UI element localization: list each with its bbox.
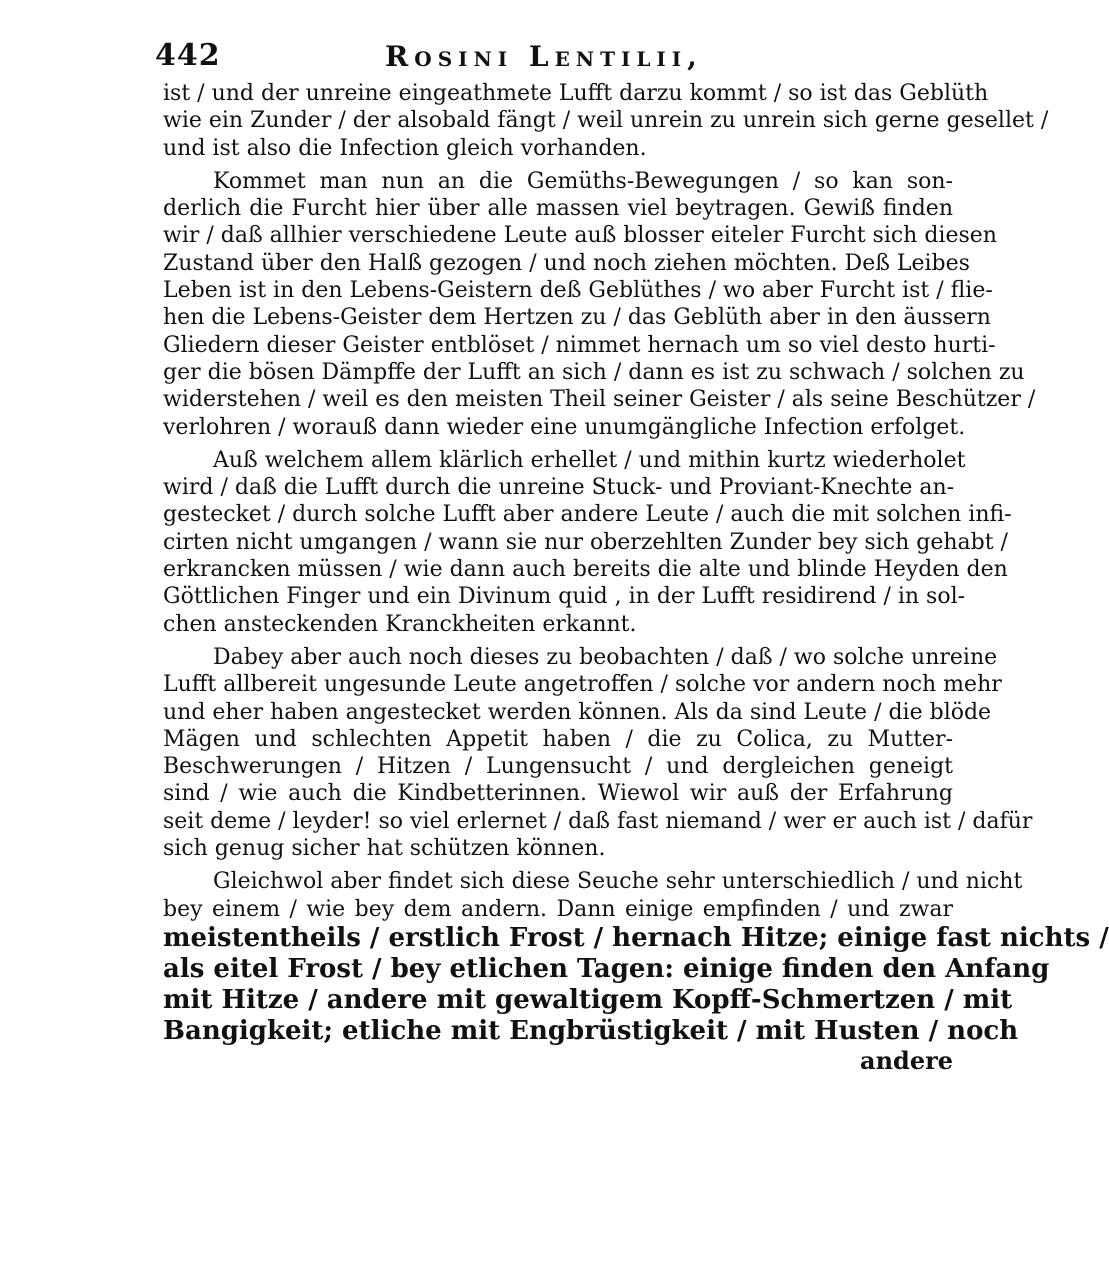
text-line: verlohren / worauß dann wieder eine unumgängliche Infection erfolget. [163,414,966,440]
text-line: Gleichwol aber findet sich diese Seuche sehr unterschiedlich / und nicht [213,869,1023,895]
text-line: chen ansteckenden Kranckheiten erkannt. [163,611,637,637]
text-line: ger die bösen Dämpffe der Lufft an sich / dann es ist zu schwach / solchen zu [163,359,1025,385]
text-line: wir / daß allhier verschiedene Leute auß blosser eiteler Furcht sich diesen [163,223,997,249]
paragraph [163,447,1012,638]
text-line: cirten nicht umgangen / wann sie nur oberzehlten Zunder bey sich gehabt / [163,529,1008,555]
text-line: und eher haben angestecket werden können. Als da sind Leute / die blöde [163,699,992,725]
text-line: sind / wie auch die Kindbetterinnen. Wiewol wir auß der Erfahrung [163,781,953,807]
text-line: derlich die Furcht hier über alle massen viel beytragen. Gewiß finden [163,196,953,222]
text-line: als eitel Frost / bey etlichen Tagen: einige finden den Anfang [163,953,1050,984]
page-number: 442 [155,38,221,73]
running-title: Rosini Lentilii, [385,40,703,73]
text-line: Dabey aber auch noch dieses zu beobachten / daß / wo solche unreine [213,644,998,670]
text-line: hen die Lebens-Geister dem Hertzen zu / das Geblüth aber in den äussern [163,305,991,331]
body-text [163,80,1109,1075]
text-line: wie ein Zunder / der alsobald fängt / weil unrein zu unrein sich gerne gesellet / [163,108,1049,134]
text-line: Beschwerungen / Hitzen / Lungensucht / und dergleichen geneigt [163,754,953,780]
text-line: meistentheils / erstlich Frost / hernach Hitze; einige fast nichts / [163,922,1109,953]
text-line: gestecket / durch solche Lufft aber andere Leute / auch die mit solchen infi- [163,502,1012,528]
text-line: Leben ist in den Lebens-Geistern deß Geblüthes / wo aber Furcht ist / flie- [163,278,993,304]
text-line: widerstehen / weil es den meisten Theil seiner Geister / als seine Beschützer / [163,387,1036,413]
text-line: ist / und der unreine eingeathmete Lufft darzu kommt / so ist das Geblüth [163,81,989,106]
paragraph [163,80,1049,162]
text-line: Lufft allbereit ungesunde Leute angetroffen / solche vor andern noch mehr [163,672,1002,698]
paragraph [163,644,1033,862]
text-line: Bangigkeit; etliche mit Engbrüstigkeit / mit Husten / noch [163,1015,1019,1046]
text-line: bey einem / wie bey dem andern. Dann einige empfinden / und zwar [163,896,953,922]
page-header [155,38,955,78]
text-line: Mägen und schlechten Appetit haben / die zu Colica, zu Mutter- [163,726,953,752]
text-line: Zustand über den Halß gezogen / und noch ziehen möchten. Deß Leibes [163,250,970,276]
text-line: wird / daß die Lufft durch die unreine Stuck- und Proviant-Knechte an- [163,475,955,501]
text-line: seit deme / leyder! so viel erlernet / daß fast niemand / wer er auch ist / dafür [163,808,1033,834]
text-line: mit Hitze / andere mit gewaltigem Kopff-Schmertzen / mit [163,984,1013,1015]
text-line: Kommet man nun an die Gemüths-Bewegungen / so kan son- [213,168,953,194]
text-line: erkrancken müssen / wie dann auch bereits die alte und blinde Heyden den [163,557,1008,583]
catchword: andere [860,1045,953,1075]
paragraph [163,868,1109,1047]
text-line: und ist also die Infection gleich vorhanden. [163,135,647,161]
text-line: Gliedern dieser Geister entblöset / nimmet hernach um so viel desto hurti- [163,332,996,358]
paragraph [163,168,1036,441]
text-line: Göttlichen Finger und ein Divinum quid , in der Lufft residirend / in sol- [163,584,966,610]
text-line: Auß welchem allem klärlich erhellet / und mithin kurtz wiederholet [213,447,966,473]
text-line: sich genug sicher hat schützen können. [163,836,606,862]
